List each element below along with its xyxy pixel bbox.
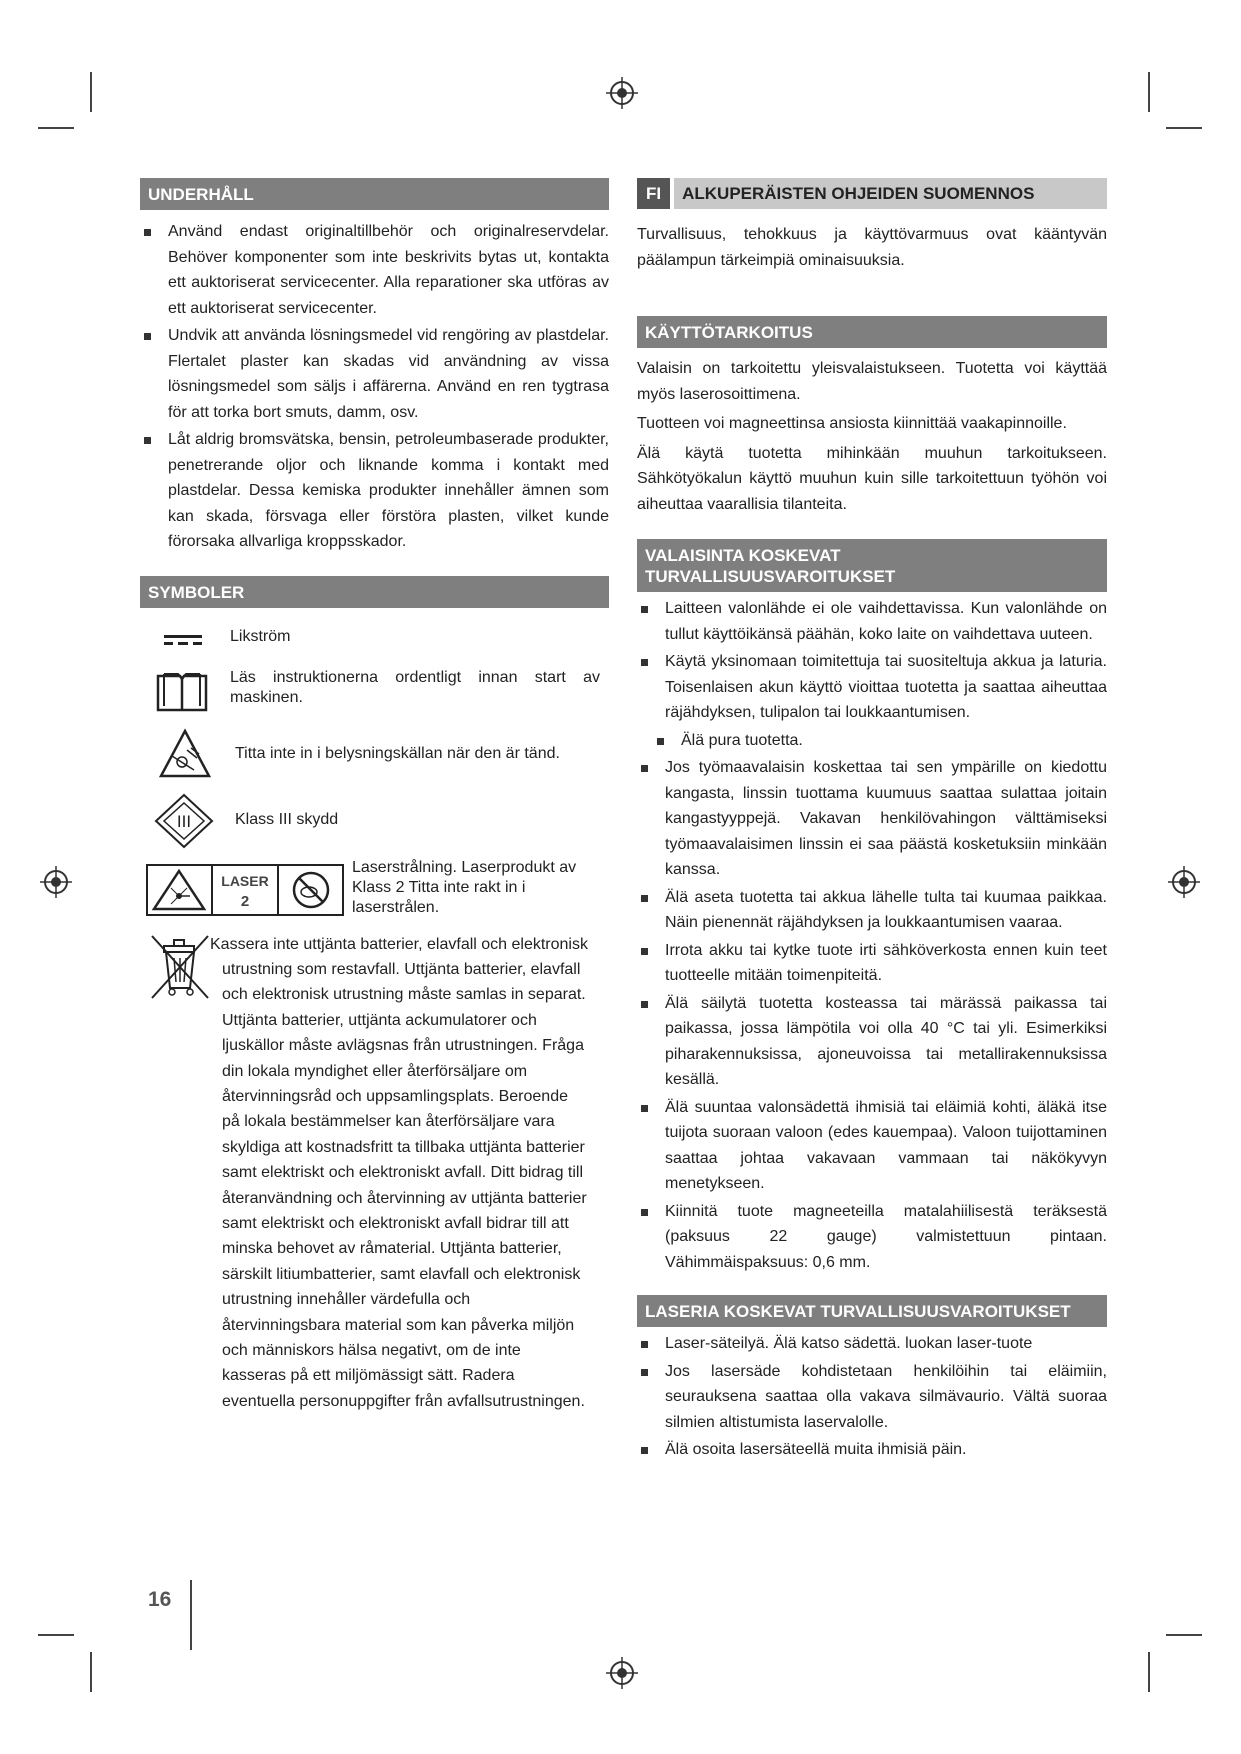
bullet-icon — [144, 437, 151, 444]
list-item: Kiinnitä tuote magneeteilla matalahiilisestä teräksestä (paksuus 22 gauge) valmistettuun pintaan. Vähimmäispaksuus: 0,6 mm. — [637, 1199, 1107, 1276]
no-look-warning-icon — [158, 728, 212, 780]
bullet-icon — [641, 765, 648, 772]
laser-class-2-label-icon — [146, 864, 344, 916]
crop-mark — [1166, 1634, 1202, 1636]
symbol-dc: Likström — [140, 618, 609, 662]
list-item: Låt aldrig bromsvätska, bensin, petroleumbaserade produkter, penetrerande oljor och liknande komma i kontakt med plastdelar. Dessa kemiska produkter innehåller ämnen som kan skada, försvaga eller förstöra plasten, vilket kunde förorsaka allvarliga kroppsskador. — [140, 427, 609, 555]
bullet-icon — [641, 1369, 648, 1376]
bullet-icon — [641, 659, 648, 666]
list-item: Älä pura tuotetta. — [637, 728, 1107, 754]
registration-mark-icon — [1166, 864, 1202, 900]
bullet-icon — [641, 1001, 648, 1008]
bullet-icon — [641, 895, 648, 902]
lighting-list — [637, 596, 1107, 1275]
weee-text: Kassera inte uttjänta batterier, elavfall och elektronisk utrustning som restavfall. Uttjänta batterier, elavfall och elektronisk utrustning måste samlas in separat. Uttjänta batterier, uttjänta ackumulatorer och ljuskällor måste avlägsnas från utrustningen. Fråga din lokala myndighet eller återförsäljare om återvinningsråd och uppsamlingsplats. Beroende på lokala bestämmelser kan återförsäljare vara skyldiga att kostnadsfritt ta tillbaka uttjänta batterier samt elektriskt och elektroniskt avfall. Ditt bidrag till återanvändning och återvinning av uttjänta batterier samt elektriskt och elektroniskt avfall bidrar till att minska behovet av råmaterial. Uttjänta batterier, särskilt litiumbatterier, samt elavfall och elektronisk utrustning innehåller värdefulla och återvinningsbara material som kan påverka miljön och människors hälsa negativt, om de inte kasseras på ett miljömässigt sätt. Radera eventuella personuppgifter från avfallsutrustningen. — [210, 935, 588, 1410]
symbol-class3: III Klass III skydd — [140, 790, 609, 852]
list-item: Använd endast originaltillbehör och originalreservdelar. Behöver komponenter som inte beskrivits bytas ut, kontakta ett auktoriserat servicecenter. Alla reparationer ska utföras av ett auktoriserat servicecenter. — [140, 219, 609, 321]
section-header-purpose: KÄYTTÖTARKOITUS — [637, 316, 1107, 348]
list-item: Älä aseta tuotetta tai akkua lähelle tulta tai kuumaa paikkaa. Näin pienennät räjähdyksen ja loukkaantumisen vaaraa. — [637, 885, 1107, 936]
bullet-icon — [641, 1341, 648, 1348]
laser-class-number: 2 — [240, 892, 250, 910]
crop-mark — [90, 72, 92, 112]
crop-mark — [1166, 127, 1202, 129]
bullet-icon — [641, 948, 648, 955]
crop-mark — [90, 1652, 92, 1692]
purpose-p2: Tuotteen voi magneettinsa ansiosta kiinnittää vaakapinnoille. — [637, 415, 1067, 432]
page-number-divider — [190, 1580, 192, 1650]
direct-current-icon — [164, 633, 202, 647]
list-item: Jos työmaavalaisin koskettaa tai sen ympärille on kiedottu kangasta, linssin tuottama kuumuus saattaa sulattaa joitain kangastyyppejä. Vakavan henkilövahingon välttämiseksi työmaavalaisimen linssin ei saa päästä kosketuksiin minkään kanssa. — [637, 755, 1107, 883]
registration-mark-icon — [38, 864, 74, 900]
list-item: Undvik att använda lösningsmedel vid rengöring av plastdelar. Flertalet plaster kan skadas vid användning av vissa lösningsmedel som säljs i affärerna. Använd en ren tygtrasa för att torka bort smuts, damm, osv. — [140, 323, 609, 425]
symbol-weee — [140, 932, 609, 1415]
underhall-list — [140, 219, 609, 555]
section-header-laser: LASERIA KOSKEVAT TURVALLISUUSVAROITUKSET — [637, 1295, 1107, 1327]
symbol-laser: LASER 2 Laserstrålning. Laserprodukt av Klass 2 Titta inte rakt in i laserstrålen. — [140, 854, 609, 924]
list-item: Jos lasersäde kohdistetaan henkilöihin tai eläimiin, seurauksena saattaa olla vakava silmävaurio. Vältä suoraa silmien altistumista laservalolle. — [637, 1359, 1107, 1436]
list-item: Käytä yksinomaan toimitettuja tai suositeltuja akkua ja laturia. Toisenlaisen akun käyttö vioittaa tuotetta ja saattaa aiheuttaa räjähdyksen, tulipalon tai loukkaantumisen. — [637, 649, 1107, 726]
section-header-symboler: SYMBOLER — [140, 576, 609, 608]
section-header-fi — [637, 178, 1107, 209]
laser-list — [637, 1331, 1107, 1463]
page-number: 16 — [148, 1588, 172, 1611]
list-item: Laitteen valonlähde ei ole vaihdettavissa. Kun valonlähde on tullut käyttöikänsä päähän, koko laite on vaihdettava uuteen. — [637, 596, 1107, 647]
bullet-icon — [641, 606, 648, 613]
crop-mark — [38, 127, 74, 129]
purpose-p3: Älä käytä tuotetta mihinkään muuhun tarkoitukseen. Sähkötyökalun käyttö muuhun kuin sille tarkoitettuun työhön voi aiheuttaa vaarallisia tilanteita. — [637, 444, 1107, 513]
fi-title: ALKUPERÄISTEN OHJEIDEN SUOMENNOS — [670, 178, 1042, 209]
registration-mark-icon — [604, 75, 640, 111]
bullet-icon — [144, 229, 151, 236]
crop-mark — [38, 1634, 74, 1636]
laser-label-text: LASER — [221, 872, 269, 889]
crop-mark — [1148, 72, 1150, 112]
weee-crossed-bin-icon — [148, 934, 212, 1000]
list-item: Älä osoita lasersäteellä muita ihmisiä päin. — [637, 1437, 1107, 1463]
right-column — [637, 178, 1107, 1465]
crop-mark — [1148, 1652, 1150, 1692]
symbol-no-look: Titta inte in i belysningskällan när den är tänd. — [140, 726, 609, 788]
fi-intro: Turvallisuus, tehokkuus ja käyttövarmuus ovat kääntyvän päälampun tärkeimpiä ominaisuuksia. — [637, 226, 1107, 269]
class-3-protection-icon — [154, 793, 214, 849]
list-item: Irrota akku tai kytke tuote irti sähköverkosta ennen kuin teet tuotteelle mitään toimenpiteitä. — [637, 938, 1107, 989]
bullet-icon — [144, 333, 151, 340]
list-item: Älä suuntaa valonsädettä ihmisiä tai eläimiä kohti, äläkä itse tuijota suoraan valoon (edes kauempaa). Valoon tuijottaminen saattaa johtaa vakavaan vammaan tai näkökyvyn menetykseen. — [637, 1095, 1107, 1197]
section-header-lighting: VALAISINTA KOSKEVAT TURVALLISUUSVAROITUKSET — [637, 539, 1107, 592]
section-header-underhall: UNDERHÅLL — [140, 178, 609, 210]
purpose-p1: Valaisin on tarkoitettu yleisvalaistukseen. Tuotetta voi käyttää myös laserosoittimena. — [637, 360, 1107, 403]
list-item: Älä säilytä tuotetta kosteassa tai märässä paikassa tai paikassa, jossa lämpötila voi olla 40 °C tai yli. Esimerkiksi piharakennuksissa, ajoneuvoissa tai metallirakennuksissa kesällä. — [637, 991, 1107, 1093]
read-manual-icon — [154, 670, 210, 714]
list-item: Laser-säteilyä. Älä katso sädettä. luokan laser-tuote — [637, 1331, 1107, 1357]
class-3-mark: III — [176, 811, 192, 831]
bullet-icon — [657, 738, 664, 745]
bullet-icon — [641, 1209, 648, 1216]
registration-mark-icon — [604, 1655, 640, 1691]
left-column — [140, 178, 609, 1414]
bullet-icon — [641, 1447, 648, 1454]
symbol-read-manual: Läs instruktionerna ordentligt innan start av maskinen. — [140, 666, 609, 724]
bullet-icon — [641, 1105, 648, 1112]
language-badge: FI — [637, 178, 670, 209]
